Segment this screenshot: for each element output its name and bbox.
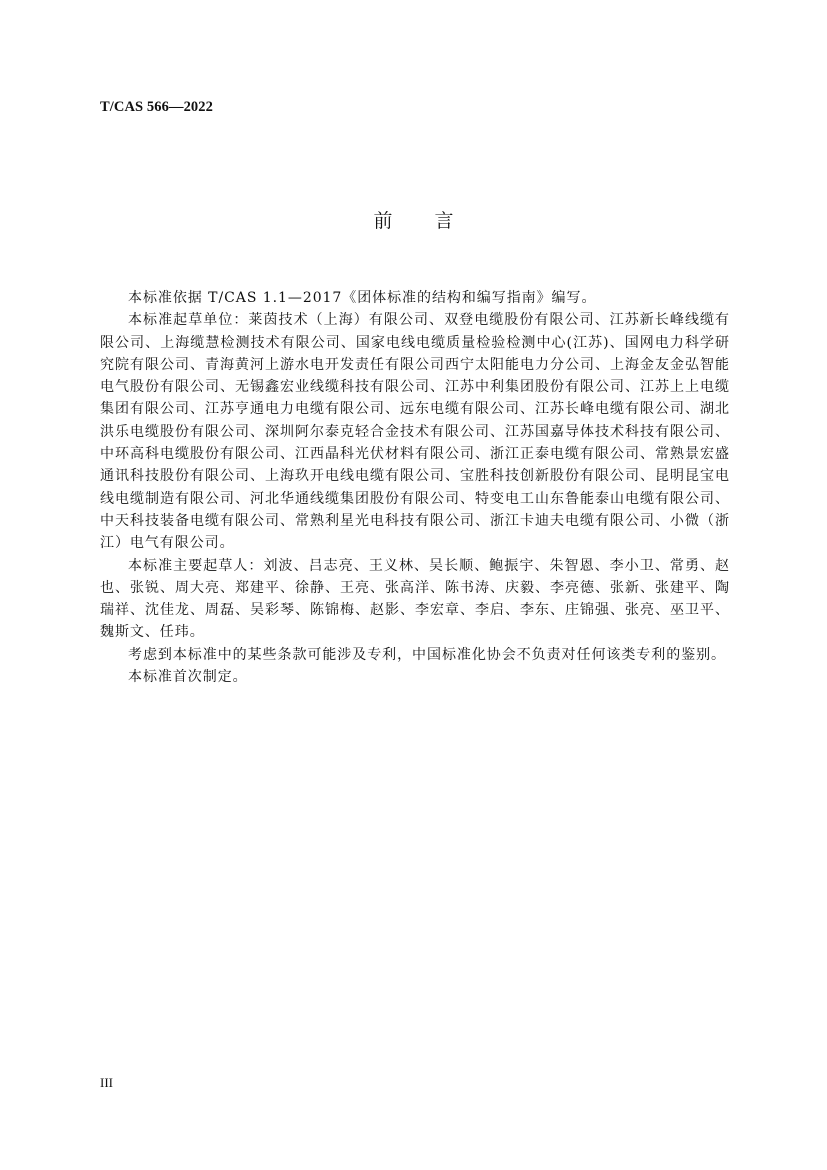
paragraph-basis: 本标准依据 T/CAS 1.1—2017《团体标准的结构和编写指南》编写。	[128, 290, 597, 306]
title-char-1: 前	[373, 210, 393, 232]
title-char-2: 言	[434, 210, 454, 232]
paragraph-patent-notice: 考虑到本标准中的某些条款可能涉及专利，中国标准化协会不负责对任何该类专利的鉴别。	[128, 646, 726, 663]
paragraph-drafters: 本标准主要起草人：刘波、吕志亮、王义林、吴长顺、鲍振宇、朱智恩、李小卫、常勇、赵也、张锐、周大亮、郑建平、徐静、王亮、张高洋、陈书涛、庆毅、李亮德、张新、张建平、陶瑞祥、沈佳龙、周磊、吴彩琴、陈锦梅、赵影、李宏章、李启、李东、庄锦强、张亮、巫卫平、魏斯文、任玮。	[100, 557, 730, 641]
document-code: T/CAS 566—2022	[100, 99, 213, 115]
foreword-body	[100, 287, 730, 688]
paragraph-drafting-units: 本标准起草单位：莱茵技术（上海）有限公司、双登电缆股份有限公司、江苏新长峰线缆有限公司、上海缆慧检测技术有限公司、国家电线电缆质量检验检测中心(江苏)、国网电力科学研究院有限公司、青海黄河上游水电开发责任有限公司西宁太阳能电力分公司、上海金友金弘智能电气股份有限公司、无锡鑫宏业线缆科技有限公司、江苏中利集团股份有限公司、江苏上上电缆集团有限公司、江苏亨通电力电缆有限公司、远东电缆有限公司、江苏长峰电缆有限公司、湖北洪乐电缆股份有限公司、深圳阿尔泰克轻合金技术有限公司、江苏国嘉导体技术科技有限公司、中环高科电缆股份有限公司、江西晶科光伏材料有限公司、浙江正泰电缆有限公司、常熟景宏盛通讯科技股份有限公司、上海玖开电线电缆有限公司、宝胜科技创新股份有限公司、昆明昆宝电线电缆制造有限公司、河北华通线缆集团股份有限公司、特变电工山东鲁能泰山电缆有限公司、中天科技装备电缆有限公司、常熟利星光电科技有限公司、浙江卡迪夫电缆有限公司、小微（浙江）电气有限公司。	[100, 312, 730, 552]
paragraph-first-edition: 本标准首次制定。	[128, 669, 248, 686]
page-number: III	[100, 1075, 113, 1090]
section-title	[0, 206, 827, 233]
